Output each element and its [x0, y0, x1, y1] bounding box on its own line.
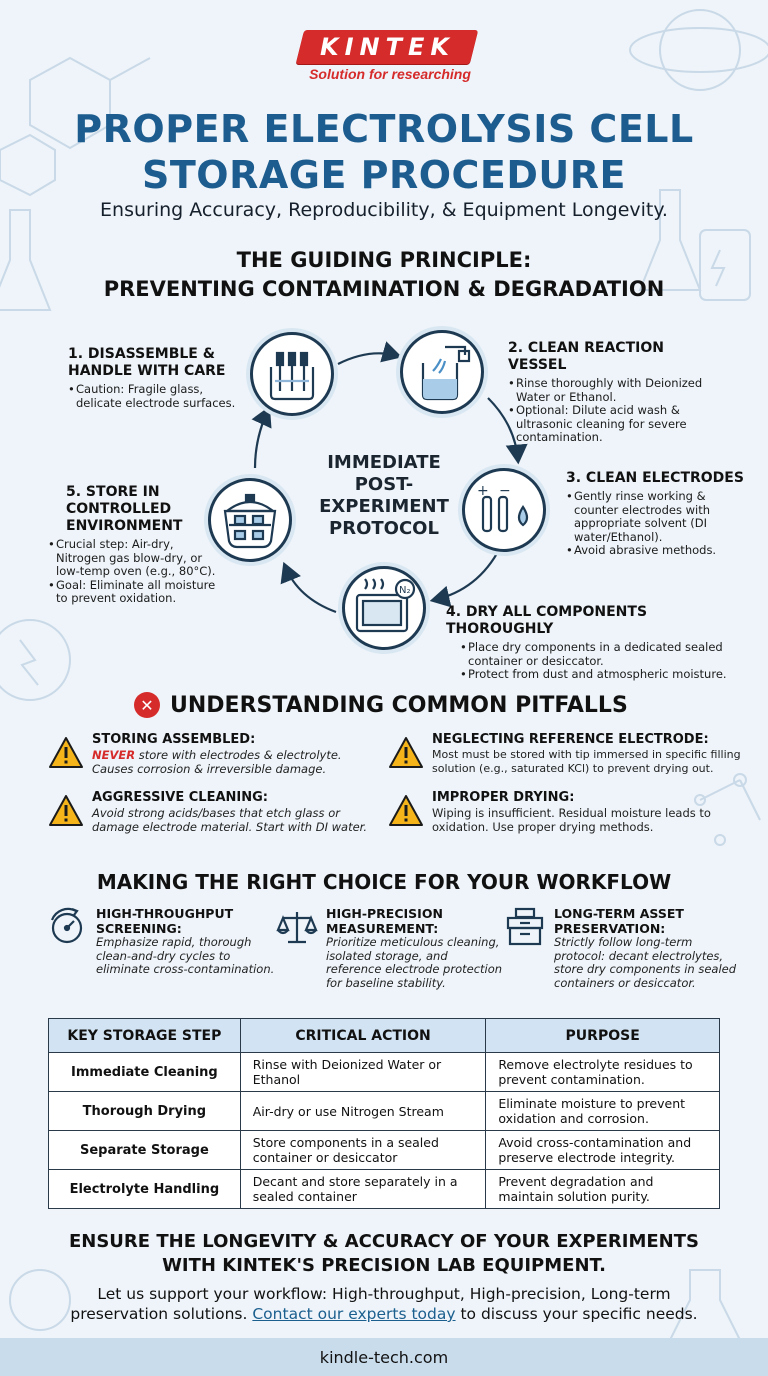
table-header-cell: KEY STORAGE STEP [49, 1019, 241, 1053]
step4-title: 4. DRY ALL COMPONENTS THOROUGHLY [446, 604, 648, 637]
speed-gauge-icon [46, 906, 88, 948]
center-line1: IMMEDIATE [327, 452, 441, 473]
step1-title [68, 346, 246, 380]
workflow-text-line1: Emphasize rapid, thorough [96, 935, 252, 949]
workflow-text-line2: clean-and-dry cycles to [96, 948, 231, 963]
workflow-text-line3: eliminate cross-contamination. [96, 962, 275, 976]
table-header-row [49, 1019, 720, 1053]
step2-title: 2. CLEAN REACTION VESSEL [508, 340, 664, 373]
workflow-title-line2: MEASUREMENT: [326, 921, 439, 936]
workflow-item [276, 906, 508, 990]
workflow-title [326, 906, 502, 936]
table-row [49, 1053, 720, 1092]
step2-bullet2: • Optional: Dilute acid wash & ultrasonic cleaning for severe contamination. [508, 404, 720, 445]
workflow-text-line1: Prioritize meticulous cleaning, [326, 935, 500, 949]
pitfall-title: STORING ASSEMBLED: [92, 732, 256, 747]
step5-title-line2: CONTROLLED [66, 501, 172, 517]
step1-bullets [68, 383, 246, 410]
pitfall-title: IMPROPER DRYING: [432, 790, 575, 805]
footer-bar [0, 1338, 768, 1376]
workflow-title-line1: HIGH-PRECISION [326, 906, 443, 921]
step4-text [446, 604, 750, 682]
step5-bullets [48, 538, 224, 606]
step3-bullet2: • Avoid abrasive methods. [566, 544, 750, 558]
pitfall-text-line1: Most must be stored with tip immersed in specific filling [432, 748, 741, 761]
storage-box-icon [504, 906, 546, 948]
pitfall-title: AGGRESSIVE CLEANING: [92, 790, 268, 805]
step5-bullet1: • Crucial step: Air-dry, Nitrogen gas blow-dry, or low-temp oven (e.g., 80°C). [48, 538, 224, 579]
table-cell-purpose: Remove electrolyte residues to prevent contamination. [486, 1053, 720, 1092]
rinse-beaker-icon [403, 333, 481, 411]
contact-experts-link[interactable]: Contact our experts today [252, 1305, 456, 1323]
center-line2: POST- [354, 474, 414, 495]
principle-line1: THE GUIDING PRINCIPLE: [236, 248, 532, 272]
workflow-title-line2: SCREENING: [96, 921, 182, 936]
step4-bullet2: • Protect from dust and atmospheric moisture. [460, 668, 750, 682]
step2-text [508, 340, 720, 445]
step5-title [48, 484, 224, 535]
workflow-text-line3: store dry components in sealed [554, 962, 737, 976]
workflow-text [554, 936, 736, 990]
logo-text: KINTEK [319, 33, 455, 61]
pitfall-item [48, 732, 378, 776]
pitfall-text-line2: damage electrode material. Start with DI water. [92, 820, 367, 834]
step2-node [400, 330, 484, 414]
cta-text-after-link: to discuss your specific needs. [455, 1305, 698, 1323]
cta-text-line2 [20, 1304, 748, 1324]
table-cell-action: Air-dry or use Nitrogen Stream [240, 1092, 486, 1131]
pitfall-text-line1: Avoid strong acids/bases that etch glass or [92, 806, 340, 820]
step5-text [48, 484, 224, 606]
cycle-center-label [306, 452, 462, 540]
principle-line2: PREVENTING CONTAMINATION & DEGRADATION [103, 277, 665, 301]
workflow-title [96, 906, 274, 936]
cta-heading-line2: WITH KINTEK'S PRECISION LAB EQUIPMENT. [162, 1255, 606, 1276]
table-header-cell: PURPOSE [486, 1019, 720, 1053]
pitfall-text-rest: store with electrodes & electrolyte. [135, 748, 342, 762]
workflow-text [96, 936, 274, 977]
cta-text-before-link: preservation solutions. [70, 1305, 253, 1323]
table-cell-step: Electrolyte Handling [49, 1170, 241, 1209]
step3-bullets [566, 490, 750, 558]
table-cell-action: Store components in a sealed container or desiccator [240, 1131, 486, 1170]
workflow-text-line4: for baseline stability. [326, 975, 446, 990]
workflow-item [46, 906, 278, 977]
step3-title: 3. CLEAN ELECTRODES [566, 470, 744, 486]
workflow-text-line2: protocol: decant electrolytes, [554, 948, 724, 963]
guiding-principle-heading [20, 246, 748, 304]
table-cell-purpose: Prevent degradation and maintain solution purity. [486, 1170, 720, 1209]
step3-text [566, 470, 750, 558]
table-cell-action: Rinse with Deionized Water or Ethanol [240, 1053, 486, 1092]
table-row [49, 1092, 720, 1131]
step5-title-line3: ENVIRONMENT [66, 518, 183, 534]
step1-title-line2: HANDLE WITH CARE [68, 363, 226, 379]
page-title-line1: PROPER ELECTROLYSIS CELL [74, 107, 694, 151]
pitfall-text-line1 [92, 748, 342, 762]
workflow-text-line2: isolated storage, and [326, 948, 448, 963]
pitfalls-heading [134, 692, 654, 718]
step2-bullets [508, 377, 720, 445]
step1-node [250, 332, 334, 416]
cta-heading-line1: ENSURE THE LONGEVITY & ACCURACY OF YOUR EXPERIMENTS [68, 1231, 699, 1252]
cta-text-line1: Let us support your workflow: High-throughput, High-precision, Long-term [97, 1285, 671, 1303]
page-title [20, 106, 748, 198]
svg-text:−: − [499, 483, 511, 499]
footer-url[interactable]: kindle-tech.com [319, 1347, 449, 1367]
workflow-title-line2: PRESERVATION: [554, 921, 666, 936]
table-cell-step: Separate Storage [49, 1131, 241, 1170]
table-row [49, 1170, 720, 1209]
step1-text [68, 346, 246, 410]
workflow-title [554, 906, 736, 936]
pitfall-title: NEGLECTING REFERENCE ELECTRODE: [432, 732, 709, 747]
page-subtitle: Ensuring Accuracy, Reproducibility, & Equipment Longevity. [100, 199, 668, 221]
pitfall-item [388, 732, 762, 776]
electrodes-in-cell-icon [253, 335, 331, 413]
pitfall-text-line2: solution (e.g., saturated KCl) to prevent drying out. [432, 762, 714, 775]
pitfall-text-line2: Causes corrosion & irreversible damage. [92, 762, 327, 776]
step4-bullets [460, 641, 750, 682]
table-cell-action: Decant and store separately in a sealed container [240, 1170, 486, 1209]
step3-node [462, 468, 546, 552]
warning-icon [48, 794, 84, 828]
workflow-heading: MAKING THE RIGHT CHOICE FOR YOUR WORKFLOW [96, 870, 672, 894]
workflow-title-line1: LONG-TERM ASSET [554, 906, 684, 921]
logo-tagline: Solution for researching [309, 66, 471, 82]
step5-title-line1: 5. STORE IN [66, 484, 160, 500]
table-row [49, 1131, 720, 1170]
table-cell-step: Thorough Drying [49, 1092, 241, 1131]
table-header-cell: CRITICAL ACTION [240, 1019, 486, 1053]
cta-heading [20, 1230, 748, 1278]
table-cell-step: Immediate Cleaning [49, 1053, 241, 1092]
center-line4: PROTOCOL [329, 518, 439, 539]
workflow-title-line1: HIGH-THROUGHPUT [96, 906, 234, 921]
step4-bullet1: • Place dry components in a dedicated sealed container or desiccator. [460, 641, 750, 668]
warning-icon [388, 736, 424, 770]
drying-oven-icon [345, 569, 423, 647]
never-emphasis: NEVER [92, 748, 136, 762]
center-line3: EXPERIMENT [319, 496, 449, 517]
step1-title-line1: 1. DISASSEMBLE & [68, 346, 215, 362]
workflow-text [326, 936, 502, 990]
oven-badge-text: N₂ [399, 585, 411, 596]
workflow-text-line4: containers or desiccator. [554, 975, 696, 990]
step3-bullet1: • Gently rinse working & counter electrodes with appropriate solvent (DI water/Ethanol). [566, 490, 750, 544]
step1-bullet1: • Caution: Fragile glass, delicate electrode surfaces. [68, 383, 246, 410]
pitfall-item [48, 790, 378, 834]
step5-bullet2: • Goal: Eliminate all moisture to prevent oxidation. [48, 579, 224, 606]
warning-icon [388, 794, 424, 828]
kintek-logo [296, 30, 478, 64]
workflow-text-line3: reference electrode protection [326, 962, 503, 976]
pitfall-text-line1: Wiping is insufficient. Residual moisture leads to [432, 806, 711, 820]
step4-node [342, 566, 426, 650]
pitfall-item [388, 790, 762, 834]
page-title-line2: STORAGE PROCEDURE [141, 153, 627, 197]
svg-text:+: + [477, 483, 489, 499]
storage-steps-table [48, 1018, 720, 1209]
pitfall-text-line2: oxidation. Use proper drying methods. [432, 820, 654, 834]
cta-text [20, 1284, 748, 1324]
workflow-item [504, 906, 754, 990]
table-cell-purpose: Eliminate moisture to prevent oxidation and corrosion. [486, 1092, 720, 1131]
warning-icon [48, 736, 84, 770]
electrodes-droplet-icon [465, 471, 543, 549]
table-cell-purpose: Avoid cross-contamination and preserve electrode integrity. [486, 1131, 720, 1170]
workflow-text-line1: Strictly follow long-term [554, 935, 693, 949]
pitfalls-heading-text: UNDERSTANDING COMMON PITFALLS [170, 692, 628, 718]
step2-bullet1: • Rinse thoroughly with Deionized Water or Ethanol. [508, 377, 720, 404]
balance-scale-icon [276, 906, 318, 948]
error-x-icon: ✕ [134, 692, 160, 718]
